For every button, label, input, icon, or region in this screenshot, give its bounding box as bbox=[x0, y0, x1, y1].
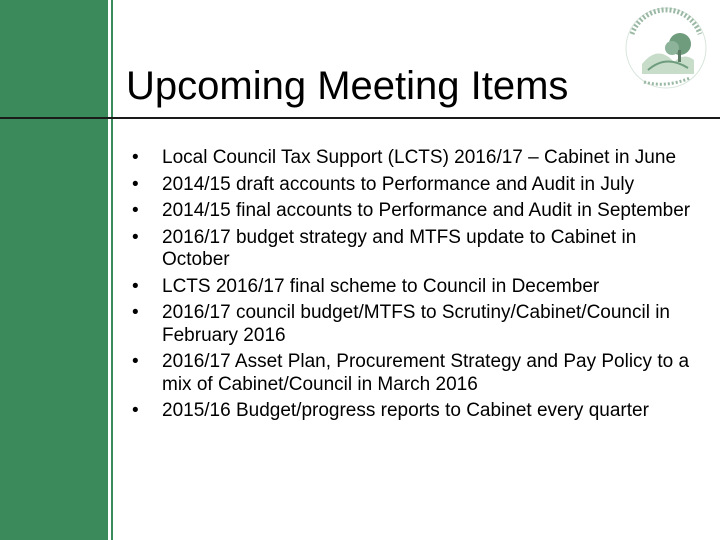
bullet-marker: • bbox=[132, 302, 139, 323]
list-item bbox=[128, 227, 708, 272]
bullet-marker: • bbox=[132, 147, 139, 168]
council-crest-icon bbox=[618, 4, 714, 94]
list-item-text: 2015/16 Budget/progress reports to Cabinet every quarter bbox=[162, 400, 649, 421]
list-item-text: LCTS 2016/17 final scheme to Council in December bbox=[162, 275, 600, 297]
bullet-list bbox=[128, 147, 708, 427]
list-item bbox=[128, 302, 708, 347]
bullet-marker: • bbox=[132, 226, 139, 248]
list-item bbox=[128, 174, 708, 197]
list-item bbox=[128, 351, 708, 396]
slide-title: Upcoming Meeting Items bbox=[126, 64, 569, 108]
bullet-marker: • bbox=[132, 351, 139, 372]
bullet-marker: • bbox=[132, 200, 139, 221]
list-item-text: 2016/17 budget strategy and MTFS update to Cabinet in October bbox=[162, 226, 637, 270]
list-item bbox=[128, 276, 708, 299]
side-accent-line bbox=[111, 0, 113, 540]
bullet-marker: • bbox=[132, 173, 139, 195]
list-item bbox=[128, 400, 708, 423]
list-item-text: 2014/15 final accounts to Performance and Audit in September bbox=[162, 200, 691, 221]
list-item-text: Local Council Tax Support (LCTS) 2016/17 – Cabinet in June bbox=[162, 147, 677, 168]
title-divider bbox=[0, 117, 720, 119]
list-item bbox=[128, 200, 708, 223]
bullet-marker: • bbox=[132, 400, 139, 421]
list-item-text: 2014/15 draft accounts to Performance and Audit in July bbox=[162, 173, 635, 195]
list-item bbox=[128, 147, 708, 170]
list-item-text: 2016/17 Asset Plan, Procurement Strategy and Pay Policy to a mix of Cabinet/Council in March 2016 bbox=[162, 351, 690, 395]
bullet-marker: • bbox=[132, 275, 139, 297]
list-item-text: 2016/17 council budget/MTFS to Scrutiny/Cabinet/Council in February 2016 bbox=[162, 302, 670, 346]
side-accent-bar bbox=[0, 0, 108, 540]
